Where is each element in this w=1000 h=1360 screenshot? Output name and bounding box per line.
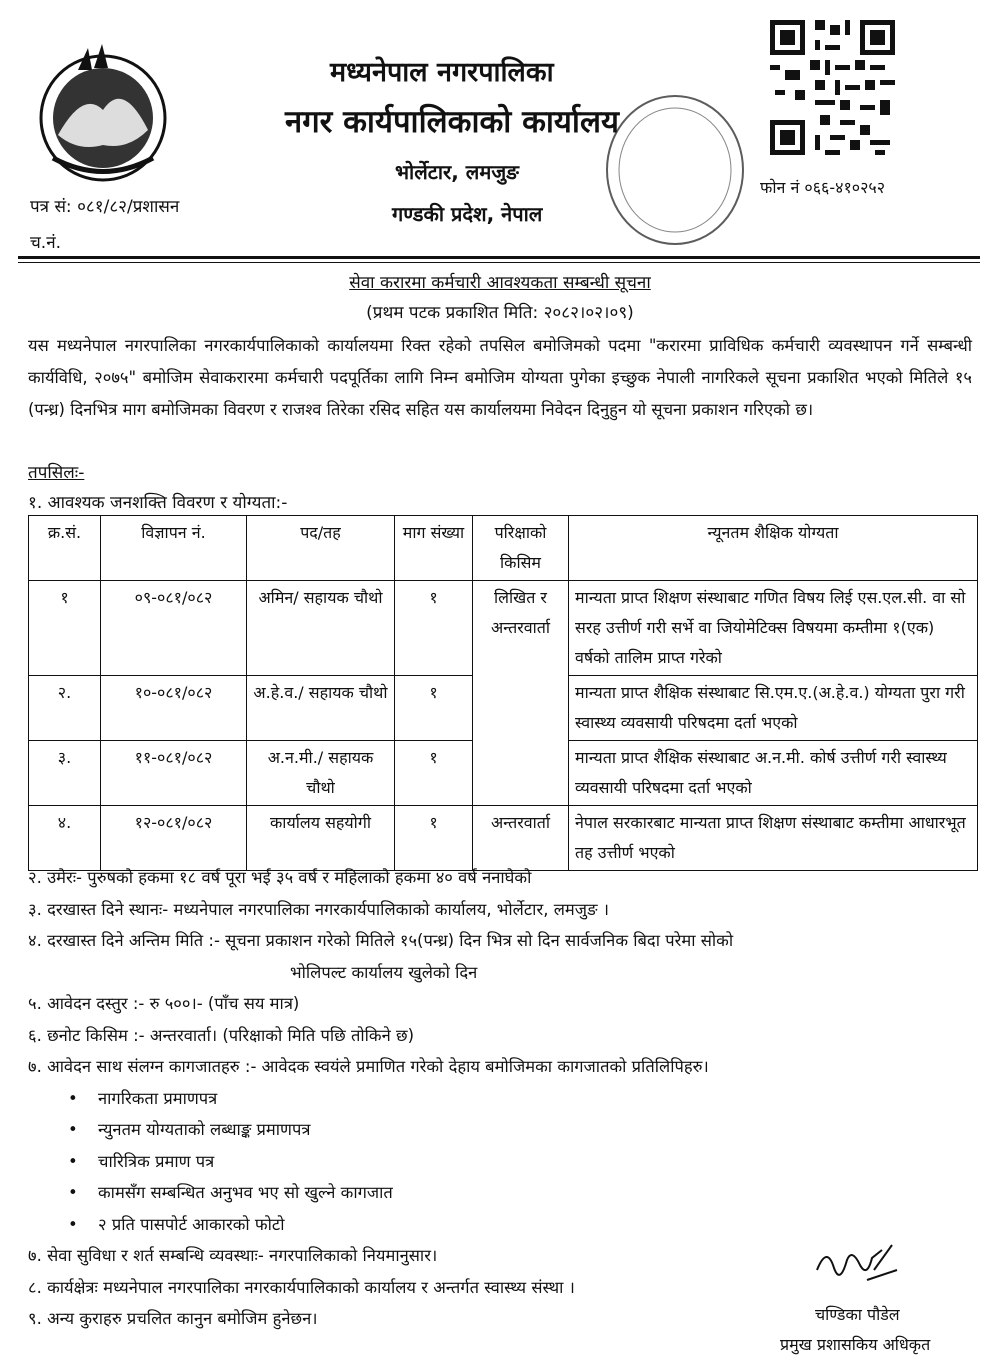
cell-adv-no: ०९-०८१/०८२	[101, 581, 247, 676]
documents-list	[28, 1083, 978, 1241]
cell-qualification: मान्यता प्राप्त शैक्षिक संस्थाबाट अ.न.मी. कोर्ष उत्तीर्ण गरी स्वास्थ्य व्यवसायी परिषदमा दर्ता भएको	[569, 741, 978, 806]
office-name: नगर कार्यपालिकाको कार्यालय	[285, 104, 619, 140]
list-item: • न्युनतम योग्यताको लब्धाङ्क प्रमाणपत्र	[98, 1114, 978, 1146]
cell-count: १	[395, 741, 473, 806]
signatory-title: प्रमुख प्रशासकिय अधिकृत	[780, 1335, 931, 1354]
details-heading: तपसिलः-	[28, 463, 85, 483]
cell-sn: २.	[29, 676, 101, 741]
office-address: भोर्लेटार, लमजुङ	[395, 160, 519, 184]
cell-adv-no: १२-०८१/०८२	[101, 806, 247, 871]
province-name: गण्डकी प्रदेश, नेपाल	[392, 202, 543, 226]
cell-post: कार्यालय सहयोगी	[247, 806, 395, 871]
item-selection: ६. छनोट किसिम :- अन्तरवार्ता। (परिक्षाको मिति पछि तोकिने छ)	[28, 1025, 415, 1045]
item-place: ३. दरखास्त दिने स्थानः- मध्यनेपाल नगरपालिका नगरकार्यपालिकाको कार्यालय, भोर्लेटार, लमजुङ ।	[28, 899, 610, 919]
list-item: • २ प्रति पासपोर्ट आकारको फोटो	[98, 1209, 978, 1241]
cell-qualification: नेपाल सरकारबाट मान्यता प्राप्त शिक्षण संस्थाबाट कम्तीमा आधारभूत तह उत्तीर्ण भएको	[569, 806, 978, 871]
header-post: पद/तह	[247, 516, 395, 581]
header-divider	[18, 256, 980, 259]
section-1-heading: १. आवश्यक जनशक्ति विवरण र योग्यता:-	[28, 493, 288, 513]
item-fee: ५. आवेदन दस्तुर :- रु ५००।- (पाँच सय मात्र)	[28, 994, 300, 1013]
municipality-name: मध्यनेपाल नगरपालिका	[330, 57, 554, 88]
office-stamp-icon	[600, 90, 750, 250]
cell-post: अ.न.मी./ सहायक चौथो	[247, 741, 395, 806]
list-item: • नागरिकता प्रमाणपत्र	[98, 1083, 978, 1115]
cell-post: अमिन/ सहायक चौथो	[247, 581, 395, 676]
signature-icon	[812, 1240, 902, 1290]
cell-exam-type: लिखित र अन्तरवार्ता	[473, 581, 569, 806]
phone-number: फोन नं ०६६-४१०२५२	[760, 178, 886, 197]
cell-sn: १	[29, 581, 101, 676]
signatory-name: चण्डिका पौडेल	[815, 1305, 900, 1324]
cell-adv-no: ११-०८१/०८२	[101, 741, 247, 806]
notice-intro: यस मध्यनेपाल नगरपालिका नगरकार्यपालिकाको कार्यालयमा रिक्त रहेको तपसिल बमोजिमको पदमा "करारमा प्राविधिक कर्मचारी व्यवस्थापन गर्ने सम्बन्धी कार्यविधि, २०७५" बमोजिम सेवाकरारमा कर्मचारी पदपूर्तिका लागि निम्न बमोजिम योग्यता पुगेका इच्छुक नेपाली नागरिकले सूचना प्रकाशित भएको मितिले १५ (पन्ध्र) दिनभित्र माग बमोजिमका विवरण र राजश्व तिरेका रसिद सहित यस कार्यालयमा निवेदन दिनुहुन यो सूचना प्रकाशन गरिएको छ।	[28, 336, 972, 419]
cell-count: १	[395, 676, 473, 741]
cell-post: अ.हे.व./ सहायक चौथो	[247, 676, 395, 741]
cell-count: १	[395, 581, 473, 676]
nepal-emblem-icon	[28, 40, 178, 190]
cell-count: १	[395, 806, 473, 871]
cell-qualification: मान्यता प्राप्त शैक्षिक संस्थाबाट सि.एम.ए.(अ.हे.व.) योग्यता पुरा गरी स्वास्थ्य व्यवसायी परिषदमा दर्ता भएको	[569, 676, 978, 741]
notice-subtitle: (प्रथम पटक प्रकाशित मिति: २०८२।०२।०९)	[366, 303, 634, 323]
header-divider-thin	[18, 262, 980, 263]
header-adv-no: विज्ञापन नं.	[101, 516, 247, 581]
cell-qualification: मान्यता प्राप्त शिक्षण संस्थाबाट गणित विषय लिई एस.एल.सी. वा सो सरह उत्तीर्ण गरी सर्भे वा जियोमेटिक्स विषयमा कम्तीमा १(एक) वर्षको तालिम प्राप्त गरेको	[569, 581, 978, 676]
header-exam-type: परिक्षाको किसिम	[473, 516, 569, 581]
item-deadline-cont: भोलिपल्ट कार्यालय खुलेको दिन	[290, 962, 478, 982]
list-item: • चारित्रिक प्रमाण पत्र	[98, 1146, 978, 1178]
item-deadline: ४. दरखास्त दिने अन्तिम मिति :- सूचना प्रकाशन गरेको मितिले १५(पन्ध्र) दिन भित्र सो दिन सार्वजनिक बिदा परेमा सोको	[28, 931, 734, 950]
item-service: ७. सेवा सुविधा र शर्त सम्बन्धि व्यवस्थाः- नगरपालिकाको नियमानुसार।	[28, 1246, 438, 1265]
reference-number: पत्र सं: ०८१/८२/प्रशासन	[30, 197, 180, 217]
list-item: • कामसँग सम्बन्धित अनुभव भए सो खुल्ने कागजात	[98, 1177, 978, 1209]
qr-code-icon	[770, 20, 895, 155]
vacancy-table	[28, 515, 978, 871]
item-age: २. उमेरः- पुरुषको हकमा १८ वर्ष पूरा भई ३५ वर्ष र महिलाको हकमा ४० वर्ष ननाघेको	[28, 868, 532, 887]
item-other: ९. अन्य कुराहरु प्रचलित कानुन बमोजिम हुनेछन।	[28, 1309, 318, 1328]
table-row	[29, 581, 978, 676]
cell-sn: ३.	[29, 741, 101, 806]
notice-title: सेवा करारमा कर्मचारी आवश्यकता सम्बन्धी सूचना	[349, 273, 651, 293]
header-qualification: न्यूनतम शैक्षिक योग्यता	[569, 516, 978, 581]
item-docs-intro: ७. आवेदन साथ संलग्न कागजातहरु :- आवेदक स्वयंले प्रमाणित गरेको देहाय बमोजिमका कागजातको प्रतिलिपिहरु।	[28, 1057, 709, 1076]
item-workplace: ८. कार्यक्षेत्रः मध्यनेपाल नगरपालिका नगरकार्यपालिकाको कार्यालय र अन्तर्गत स्वास्थ्य संस्था ।	[28, 1277, 575, 1297]
cell-adv-no: १०-०८१/०८२	[101, 676, 247, 741]
table-header-row	[29, 516, 978, 581]
cell-sn: ४.	[29, 806, 101, 871]
cell-exam-type: अन्तरवार्ता	[473, 806, 569, 871]
header-sn: क्र.सं.	[29, 516, 101, 581]
dispatch-number: च.नं.	[30, 233, 62, 253]
table-row	[29, 806, 978, 871]
header-count: माग संख्या	[395, 516, 473, 581]
